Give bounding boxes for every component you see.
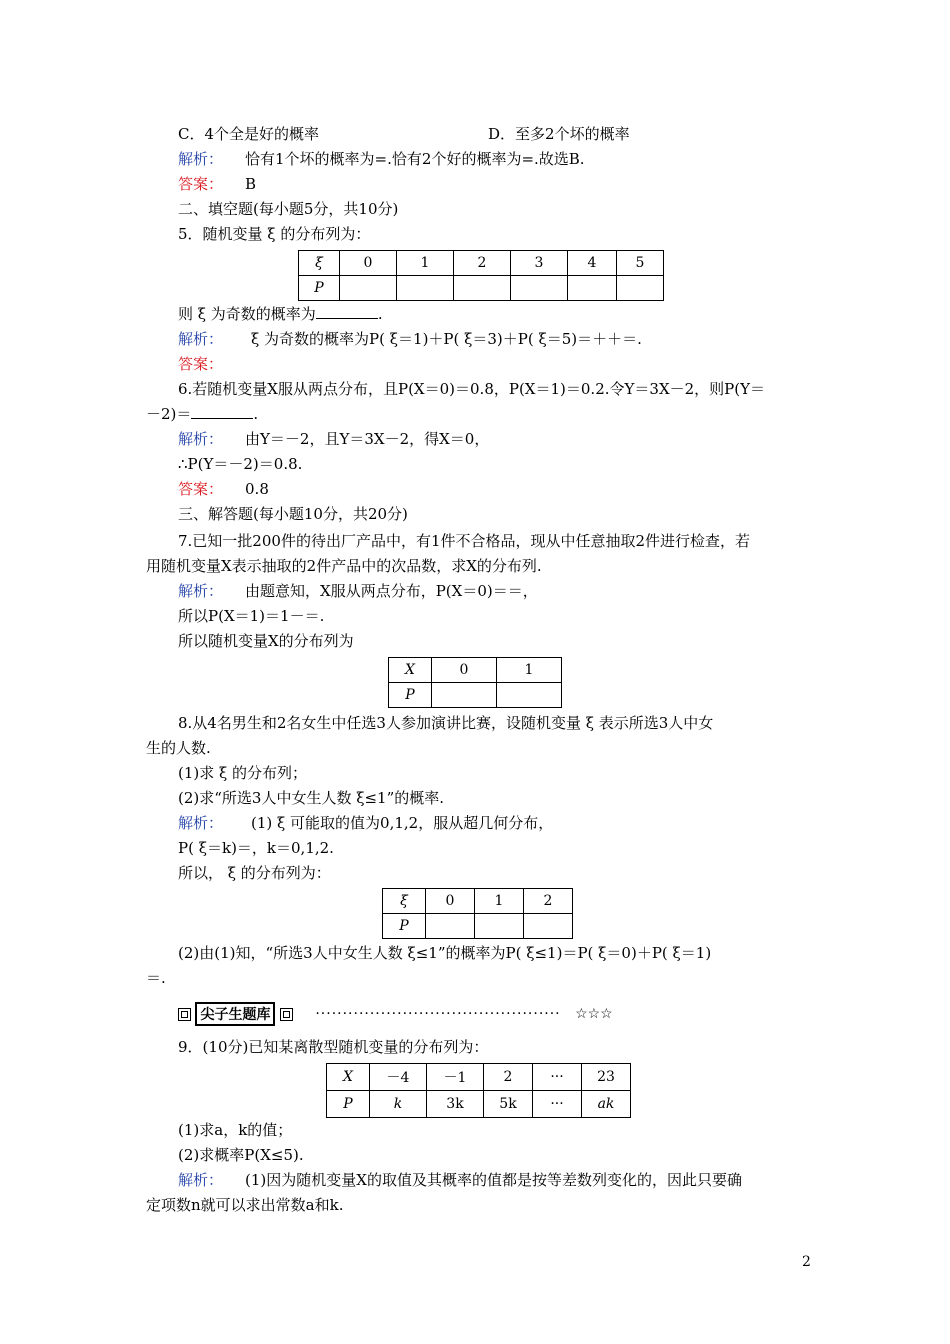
table-cell: X bbox=[327, 1064, 370, 1091]
analysis-text: (1)因为随机变量X的取值及其概率的值都是按等差数列变化的，因此只要确 bbox=[245, 1171, 742, 1189]
analysis-8-formula: P( ξ＝k)＝，k＝0,1,2. bbox=[178, 839, 334, 857]
table-cell bbox=[397, 276, 454, 301]
analysis-6-cont: ∴P(Y＝－2)＝0.8. bbox=[178, 455, 303, 473]
table-cell: 3k bbox=[427, 1091, 484, 1118]
distribution-table-q7 bbox=[388, 657, 562, 708]
square-icon bbox=[178, 1008, 191, 1021]
analysis-4 bbox=[178, 149, 585, 169]
square-icon bbox=[280, 1008, 293, 1021]
answer-label: 答案： bbox=[178, 175, 224, 193]
analysis-7 bbox=[178, 581, 538, 601]
banner-title: 尖子生题库 bbox=[195, 1002, 275, 1026]
analysis-7-table-intro: 所以随机变量X的分布列为 bbox=[178, 632, 354, 650]
table-cell bbox=[511, 276, 568, 301]
table-cell bbox=[617, 276, 664, 301]
table-cell: ξ bbox=[299, 251, 340, 276]
table-cell: －4 bbox=[370, 1064, 427, 1091]
section-solve: 三、解答题(每小题10分，共20分) bbox=[178, 505, 408, 523]
table-cell: P bbox=[299, 276, 340, 301]
question-8: 8.从4名男生和2名女生中任选3人参加演讲比赛，设随机变量 ξ 表示所选3人中女 bbox=[178, 714, 714, 732]
analysis-5 bbox=[178, 329, 642, 349]
table-cell: 0 bbox=[432, 658, 497, 683]
question-5: 5．随机变量 ξ 的分布列为： bbox=[178, 225, 371, 243]
dotted-leader: ············································· bbox=[315, 1006, 561, 1022]
section-fill-blank: 二、填空题(每小题5分，共10分) bbox=[178, 200, 399, 218]
table-cell: 4 bbox=[568, 251, 617, 276]
analysis-8-part2: (2)由(1)知，“所选3人中女生人数 ξ≤1”的概率为P( ξ≤1)＝P( ξ＝0)＋P( ξ＝1) bbox=[178, 944, 712, 962]
table-cell: P bbox=[327, 1091, 370, 1118]
answer-blank bbox=[191, 404, 253, 419]
analysis-text: (1) ξ 可能取的值为0,1,2，服从超几何分布， bbox=[251, 814, 554, 832]
table-cell: k bbox=[370, 1091, 427, 1118]
table-cell bbox=[497, 683, 562, 708]
table-cell: 1 bbox=[497, 658, 562, 683]
analysis-8-table-intro: 所以， ξ 的分布列为： bbox=[178, 864, 331, 882]
question-6: 6.若随机变量X服从两点分布，且P(X＝0)＝0.8，P(X＝1)＝0.2.令Y＝3X－2，则P(Y＝ bbox=[178, 380, 766, 398]
distribution-table-q5 bbox=[298, 250, 664, 301]
question-9-part2: (2)求概率P(X≤5). bbox=[178, 1146, 304, 1164]
table-cell bbox=[475, 914, 524, 939]
table-cell: ··· bbox=[533, 1091, 582, 1118]
table-cell: 5k bbox=[484, 1091, 533, 1118]
analysis-label: 解析： bbox=[178, 150, 224, 168]
answer-label: 答案： bbox=[178, 355, 224, 373]
prompt-end: . bbox=[377, 305, 383, 323]
table-cell: 2 bbox=[484, 1064, 533, 1091]
analysis-9 bbox=[178, 1170, 742, 1190]
question-8-cont: 生的人数. bbox=[146, 739, 211, 757]
answer-5 bbox=[178, 354, 223, 374]
analysis-8-part2-cont: ＝. bbox=[146, 969, 166, 987]
table-cell: ··· bbox=[533, 1064, 582, 1091]
question-6-cont bbox=[146, 404, 258, 424]
analysis-9-cont: 定项数n就可以求出常数a和k. bbox=[146, 1196, 344, 1214]
table-cell: －1 bbox=[427, 1064, 484, 1091]
prompt-text: －2)＝ bbox=[146, 405, 192, 423]
question-8-part2: (2)求“所选3人中女生人数 ξ≤1”的概率. bbox=[178, 789, 445, 807]
table-cell: 5 bbox=[617, 251, 664, 276]
page-number: 2 bbox=[802, 1254, 811, 1270]
answer-label: 答案： bbox=[178, 480, 224, 498]
table-cell: ak bbox=[582, 1091, 631, 1118]
option-d: D．至多2个坏的概率 bbox=[488, 125, 630, 143]
table-cell: ξ bbox=[383, 889, 426, 914]
question-7-cont: 用随机变量X表示抽取的2件产品中的次品数，求X的分布列. bbox=[146, 557, 542, 575]
distribution-table-q8 bbox=[382, 888, 573, 939]
question-8-part1: (1)求 ξ 的分布列； bbox=[178, 764, 308, 782]
table-cell bbox=[524, 914, 573, 939]
star-rating: ☆☆☆ bbox=[575, 1006, 613, 1022]
answer-blank bbox=[316, 304, 378, 319]
distribution-table-q9 bbox=[326, 1063, 631, 1118]
analysis-label: 解析： bbox=[178, 582, 224, 600]
question-5-prompt bbox=[178, 304, 383, 324]
analysis-text: 由Y＝－2，且Y＝3X－2，得X＝0， bbox=[245, 430, 490, 448]
analysis-8 bbox=[178, 813, 553, 833]
analysis-7-cont: 所以P(X＝1)＝1－＝. bbox=[178, 607, 325, 625]
analysis-label: 解析： bbox=[178, 330, 224, 348]
prompt-end: . bbox=[253, 405, 259, 423]
answer-6 bbox=[178, 479, 269, 499]
answer-text: B bbox=[245, 175, 257, 193]
table-cell: X bbox=[389, 658, 432, 683]
answer-text: 0.8 bbox=[245, 480, 269, 498]
table-cell: 0 bbox=[426, 889, 475, 914]
table-cell bbox=[454, 276, 511, 301]
question-9: 9．(10分)已知某离散型随机变量的分布列为： bbox=[178, 1038, 489, 1056]
analysis-6 bbox=[178, 429, 489, 449]
answer-4 bbox=[178, 174, 256, 194]
table-cell: 1 bbox=[475, 889, 524, 914]
table-cell: 2 bbox=[524, 889, 573, 914]
question-9-part1: (1)求a，k的值； bbox=[178, 1121, 293, 1139]
question-7: 7.已知一批200件的待出厂产品中，有1件不合格品，现从中任意抽取2件进行检查，若 bbox=[178, 532, 751, 550]
table-cell: 3 bbox=[511, 251, 568, 276]
analysis-label: 解析： bbox=[178, 814, 224, 832]
top-students-banner bbox=[178, 1002, 613, 1024]
table-cell: P bbox=[383, 914, 426, 939]
table-cell bbox=[340, 276, 397, 301]
analysis-text: ξ 为奇数的概率为P( ξ＝1)＋P( ξ＝3)＋P( ξ＝5)＝＋＋＝. bbox=[251, 330, 642, 348]
table-cell bbox=[426, 914, 475, 939]
analysis-text: 恰有1个坏的概率为=.恰有2个好的概率为=.故选B. bbox=[245, 150, 585, 168]
table-cell bbox=[568, 276, 617, 301]
analysis-text: 由题意知，X服从两点分布，P(X＝0)＝＝， bbox=[245, 582, 538, 600]
option-c: C．4个全是好的概率 bbox=[178, 125, 320, 143]
table-cell: 2 bbox=[454, 251, 511, 276]
table-cell: 0 bbox=[340, 251, 397, 276]
table-cell: P bbox=[389, 683, 432, 708]
analysis-label: 解析： bbox=[178, 430, 224, 448]
table-cell: 23 bbox=[582, 1064, 631, 1091]
table-cell bbox=[432, 683, 497, 708]
analysis-label: 解析： bbox=[178, 1171, 224, 1189]
prompt-text: 则 ξ 为奇数的概率为 bbox=[178, 305, 316, 323]
table-cell: 1 bbox=[397, 251, 454, 276]
